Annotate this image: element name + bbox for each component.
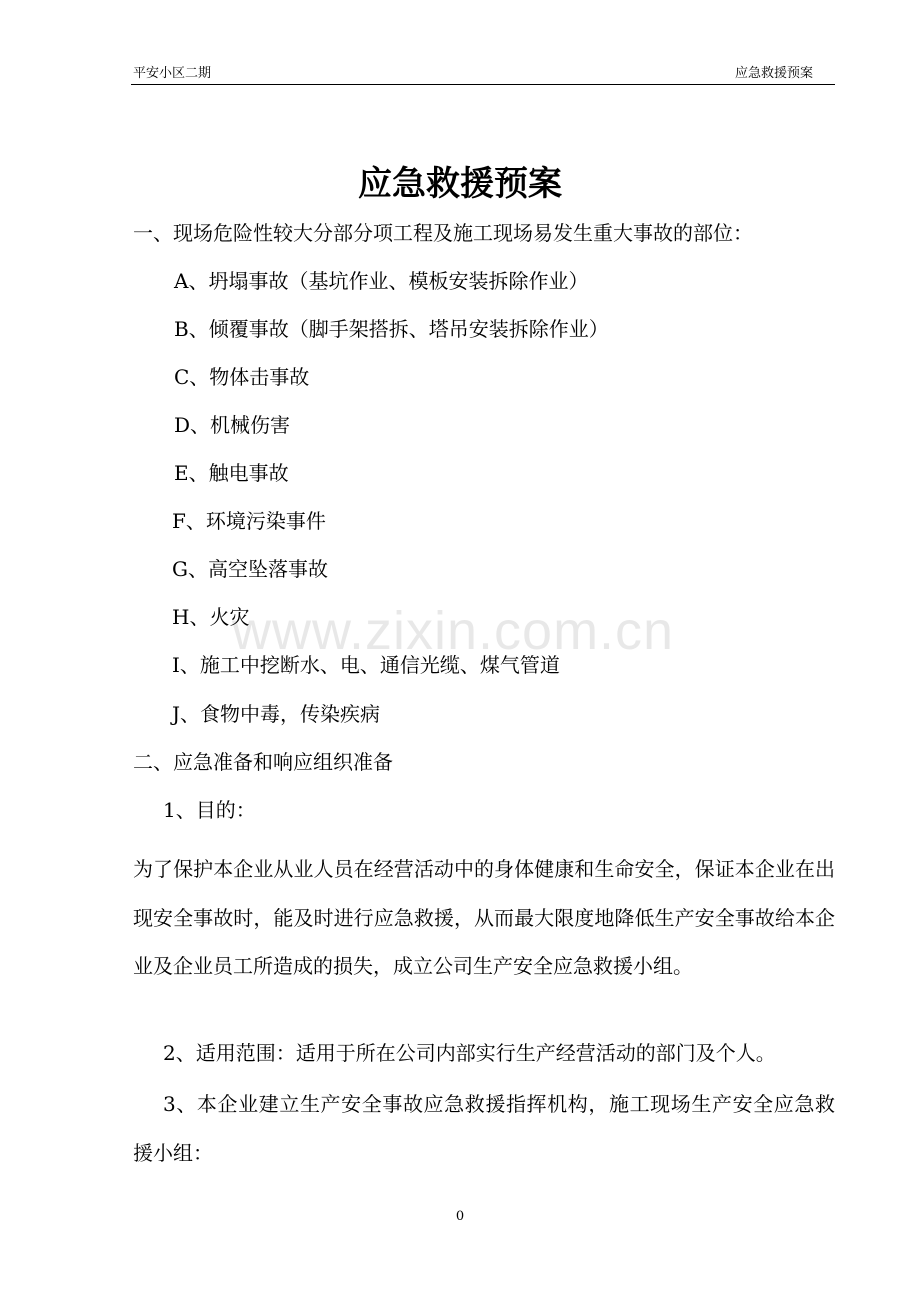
hazard-item-c: C、物体击事故 [174, 365, 310, 389]
hazard-item-f: F、环境污染事件 [172, 509, 326, 533]
header-rule [131, 84, 835, 85]
document-title: 应急救援预案 [358, 164, 562, 204]
organization-paragraph: 3、本企业建立生产安全事故应急救援指挥机构，施工现场生产安全应急救援小组： [133, 1092, 835, 1165]
hazard-item-g: G、高空坠落事故 [172, 557, 328, 581]
page-number: 0 [455, 1209, 465, 1224]
hazard-item-e: E、触电事故 [174, 461, 289, 485]
header-left-text: 平安小区二期 [133, 66, 212, 81]
hazard-item-b: B、倾覆事故（脚手架搭拆、塔吊安装拆除作业） [174, 317, 609, 341]
hazard-item-h: H、火灾 [172, 605, 250, 629]
watermark: www.zixin.com.cn [232, 601, 675, 661]
hazard-item-a: A、坍塌事故（基坑作业、模板安装拆除作业） [174, 269, 589, 293]
scope-line: 2、适用范围：适用于所在公司内部实行生产经营活动的部门及个人。 [163, 1041, 776, 1065]
header-right-text: 应急救援预案 [734, 66, 813, 81]
hazard-item-j: J、食物中毒，传染疾病 [172, 702, 381, 726]
hazard-item-i: I、施工中挖断水、电、通信光缆、煤气管道 [172, 653, 560, 677]
section-2-heading: 二、应急准备和响应组织准备 [133, 750, 393, 774]
purpose-paragraph: 为了保护本企业从业人员在经营活动中的身体健康和生命安全，保证本企业在出现安全事故时，能及时进行应急救援，从而最大限度地降低生产安全事故给本企业及企业员工所造成的损失，成立公司生产安全应急救援小组。 [133, 857, 835, 978]
section-1-heading: 一、现场危险性较大分部分项工程及施工现场易发生重大事故的部位： [133, 221, 753, 245]
purpose-label: 1、目的： [163, 798, 256, 822]
hazard-item-d: D、机械伤害 [174, 413, 291, 437]
